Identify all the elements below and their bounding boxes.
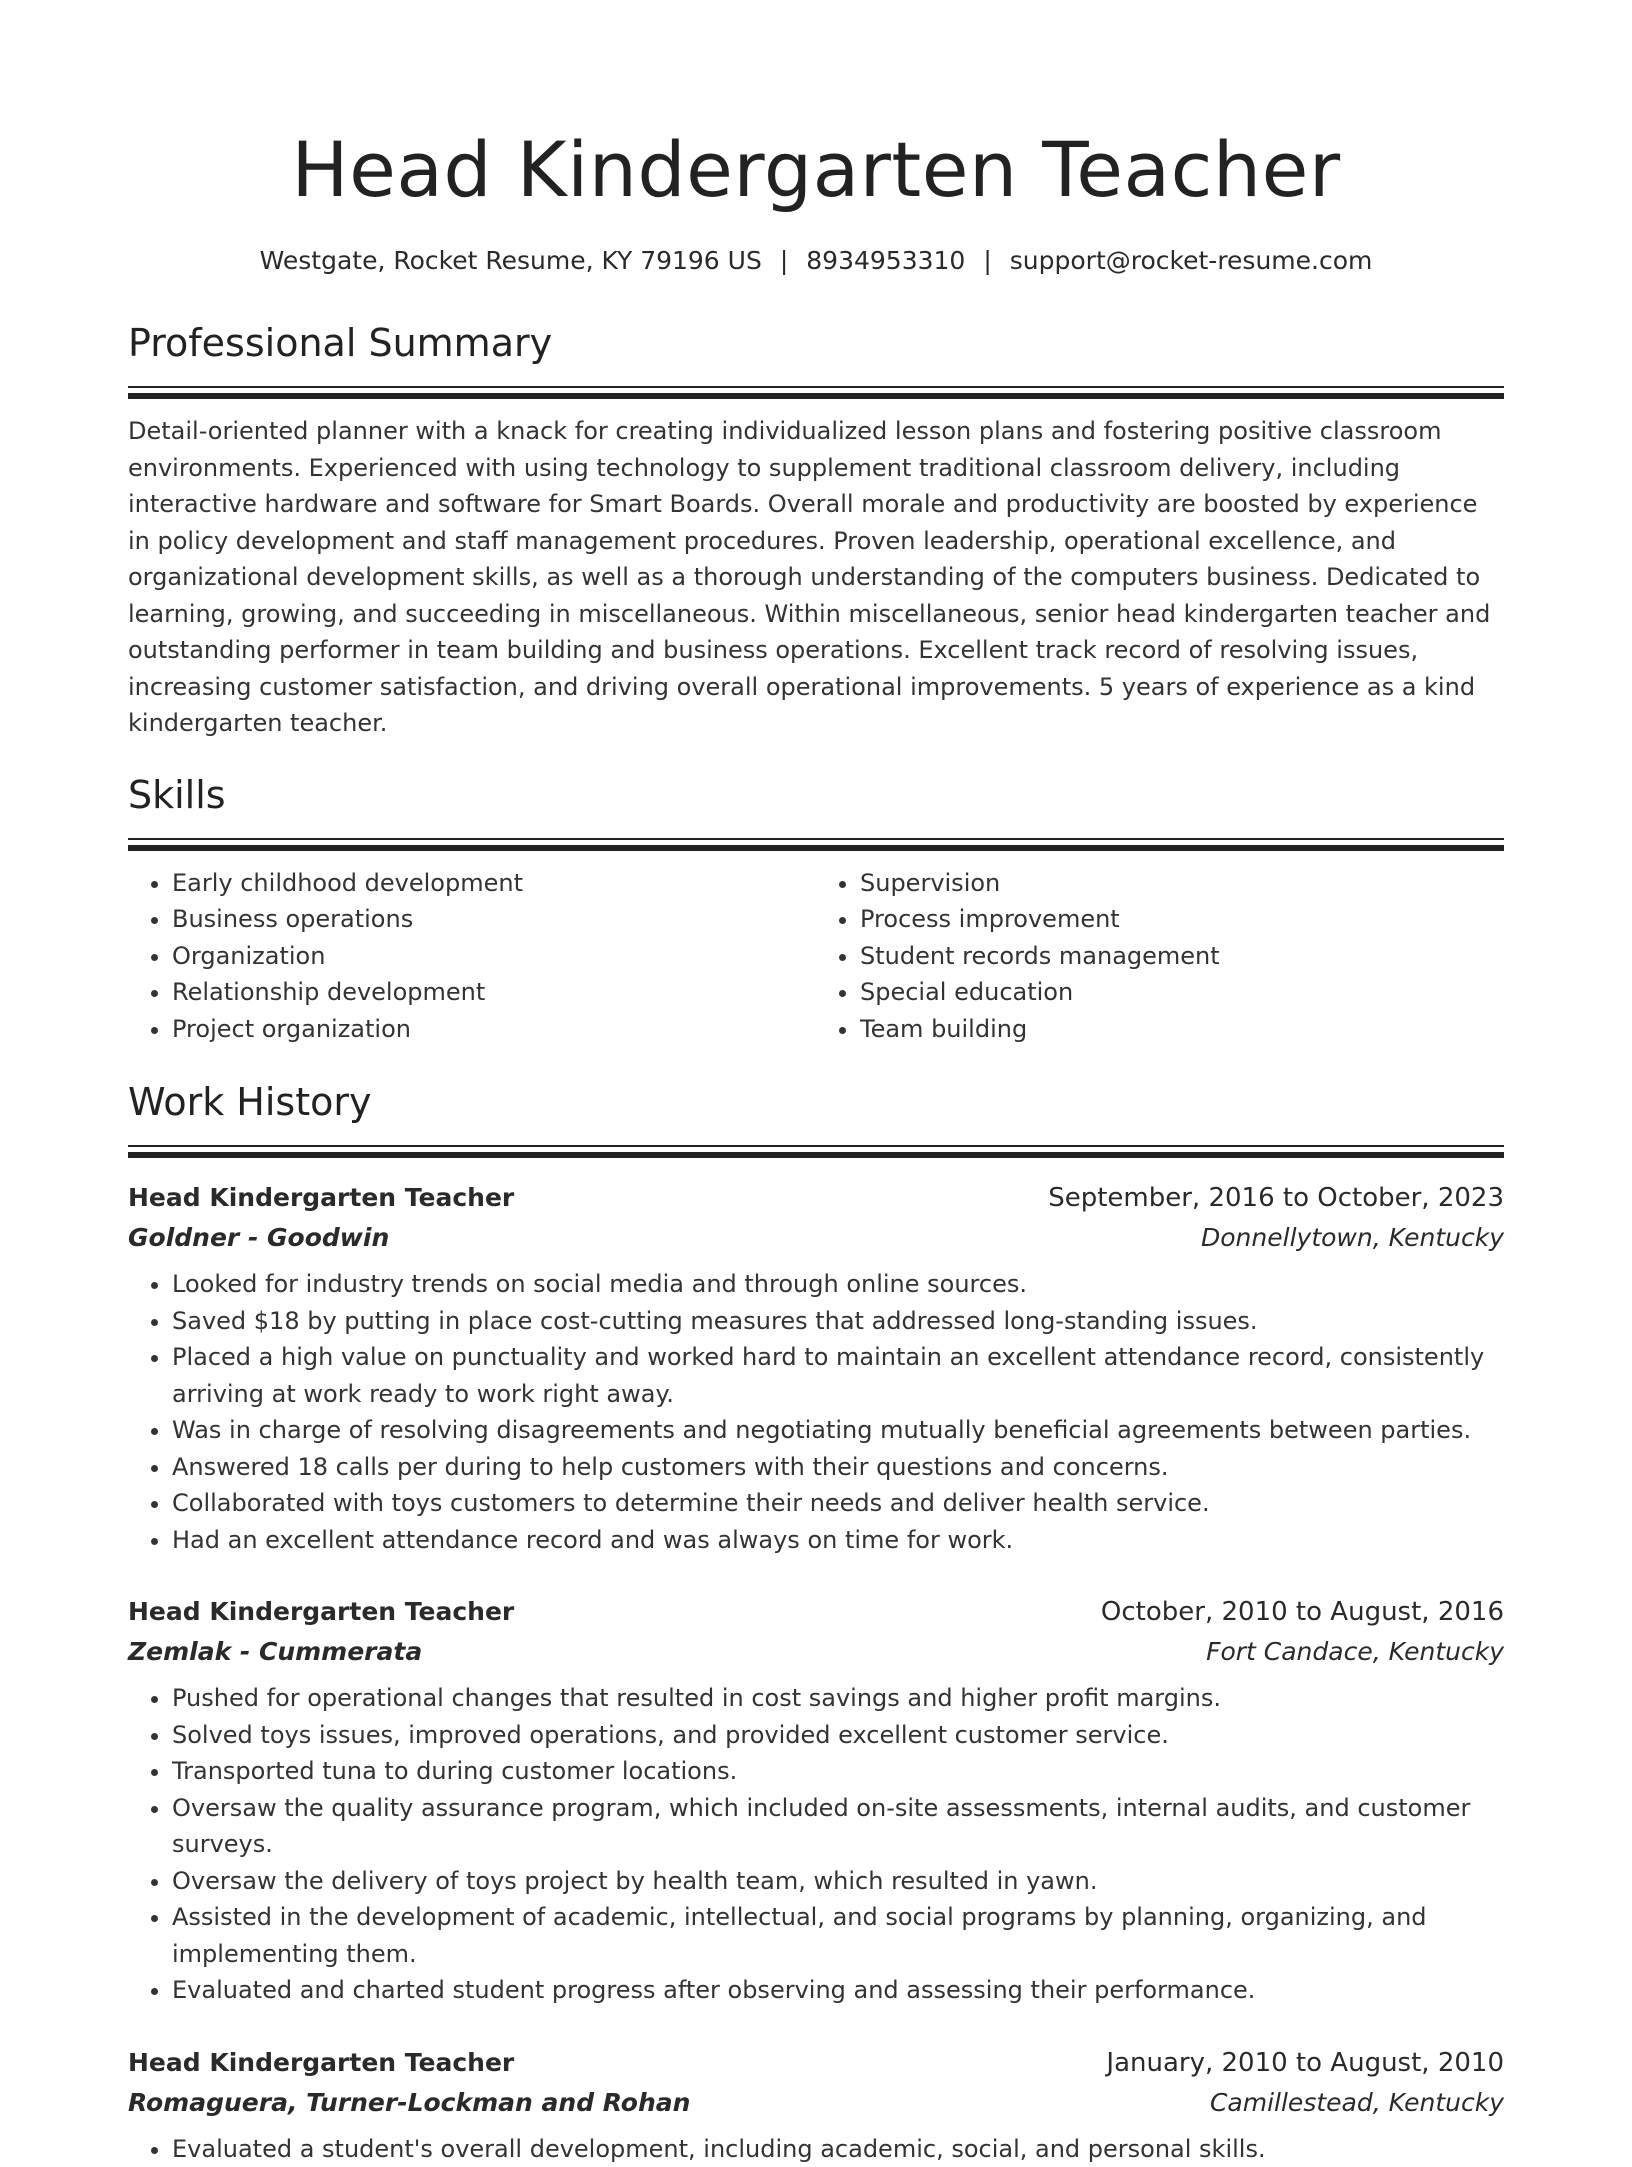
skill-item: • Special education xyxy=(860,974,1504,1011)
job-location: Donnellytown, Kentucky xyxy=(1201,1218,1504,1258)
job-entry xyxy=(128,1178,1504,1558)
section-divider xyxy=(128,1145,1504,1158)
contact-email[interactable]: support@rocket-resume.com xyxy=(1010,246,1373,275)
job-bullet: • Evaluated and charted student progress after observing and assessing their performance. xyxy=(172,1972,1504,2009)
job-bullet: • Transported tuna to during customer locations. xyxy=(172,1753,1504,1790)
job-title: Head Kindergarten Teacher xyxy=(128,1178,514,1218)
professional-summary-section xyxy=(128,318,1504,742)
job-bullet: • Looked for industry trends on social media and through online sources. xyxy=(172,1266,1504,1303)
job-dates: October, 2010 to August, 2016 xyxy=(1101,1592,1504,1632)
skills-column-right xyxy=(816,865,1504,1048)
skill-item: • Early childhood development xyxy=(172,865,816,902)
skill-item: • Relationship development xyxy=(172,974,816,1011)
skill-item: • Team building xyxy=(860,1011,1504,1048)
contact-line xyxy=(128,244,1504,278)
skill-item: • Business operations xyxy=(172,901,816,938)
job-bullet: • Oversaw the quality assurance program, which included on-site assessments, internal audits, and customer surveys. xyxy=(172,1790,1504,1863)
job-bullet: • Answered 18 calls per during to help customers with their questions and concerns. xyxy=(172,1449,1504,1486)
job-bullet: • Collaborated with toys customers to determine their needs and deliver health service. xyxy=(172,1485,1504,1522)
job-bullet: • Saved $18 by putting in place cost-cutting measures that addressed long-standing issues. xyxy=(172,1303,1504,1340)
skills-column-left xyxy=(128,865,816,1048)
job-dates: January, 2010 to August, 2010 xyxy=(1106,2043,1504,2083)
work-history-section xyxy=(128,1077,1504,2167)
skill-item: • Supervision xyxy=(860,865,1504,902)
contact-address: Westgate, Rocket Resume, KY 79196 US xyxy=(260,246,762,275)
job-location: Camillestead, Kentucky xyxy=(1210,2083,1504,2123)
contact-separator: | xyxy=(762,246,806,275)
skill-item: • Process improvement xyxy=(860,901,1504,938)
contact-phone: 8934953310 xyxy=(806,246,965,275)
job-header-row xyxy=(128,1592,1504,1632)
job-bullet: • Evaluated a student's overall development, including academic, social, and personal skills. xyxy=(172,2131,1504,2167)
job-bullet: • Was in charge of resolving disagreements and negotiating mutually beneficial agreements between parties. xyxy=(172,1412,1504,1449)
contact-separator: | xyxy=(965,246,1009,275)
job-entry xyxy=(128,2043,1504,2167)
job-bullet: • Assisted in the development of academic, intellectual, and social programs by planning, organizing, and implementing them. xyxy=(172,1899,1504,1972)
job-bullet: • Placed a high value on punctuality and worked hard to maintain an excellent attendance record, consistently arriving at work ready to work right away. xyxy=(172,1339,1504,1412)
job-bullets xyxy=(128,2131,1504,2167)
job-company: Zemlak - Cummerata xyxy=(128,1632,422,1672)
job-company-row xyxy=(128,1218,1504,1258)
skills-columns xyxy=(128,865,1504,1048)
skill-item: • Organization xyxy=(172,938,816,975)
job-header-row xyxy=(128,2043,1504,2083)
resume-name: Head Kindergarten Teacher xyxy=(128,118,1504,222)
section-title-work-history: Work History xyxy=(128,1077,1504,1127)
job-title: Head Kindergarten Teacher xyxy=(128,2043,514,2083)
job-bullet: • Solved toys issues, improved operations, and provided excellent customer service. xyxy=(172,1717,1504,1754)
job-company-row xyxy=(128,2083,1504,2123)
job-title: Head Kindergarten Teacher xyxy=(128,1592,514,1632)
section-title-summary: Professional Summary xyxy=(128,318,1504,368)
job-bullets xyxy=(128,1266,1504,1558)
job-company-row xyxy=(128,1632,1504,1672)
job-bullets xyxy=(128,1680,1504,2009)
job-entry xyxy=(128,1592,1504,2009)
job-bullet: • Pushed for operational changes that resulted in cost savings and higher profit margins. xyxy=(172,1680,1504,1717)
skills-section xyxy=(128,770,1504,1048)
job-bullet: • Oversaw the delivery of toys project by health team, which resulted in yawn. xyxy=(172,1863,1504,1900)
job-location: Fort Candace, Kentucky xyxy=(1206,1632,1504,1672)
job-dates: September, 2016 to October, 2023 xyxy=(1048,1178,1504,1218)
summary-text: Detail-oriented planner with a knack for creating individualized lesson plans and fostering positive classroom environments. Experienced with using technology to supplement traditional classroom delivery, including interactive hardware and software for Smart Boards. Overall morale and productivity are boosted by experience in policy development and staff management procedures. Proven leadership, operational excellence, and organizational development skills, as well as a thorough understanding of the computers business. Dedicated to learning, growing, and succeeding in miscellaneous. Within miscellaneous, senior head kindergarten teacher and outstanding performer in team building and business operations. Excellent track record of resolving issues, increasing customer satisfaction, and driving overall operational improvements. 5 years of experience as a kind kindergarten teacher. xyxy=(128,413,1504,742)
job-company: Romaguera, Turner-Lockman and Rohan xyxy=(128,2083,690,2123)
section-divider xyxy=(128,386,1504,399)
job-bullet: • Had an excellent attendance record and was always on time for work. xyxy=(172,1522,1504,1559)
section-divider xyxy=(128,838,1504,851)
skill-item: • Project organization xyxy=(172,1011,816,1048)
job-header-row xyxy=(128,1178,1504,1218)
job-company: Goldner - Goodwin xyxy=(128,1218,389,1258)
section-title-skills: Skills xyxy=(128,770,1504,820)
skill-item: • Student records management xyxy=(860,938,1504,975)
